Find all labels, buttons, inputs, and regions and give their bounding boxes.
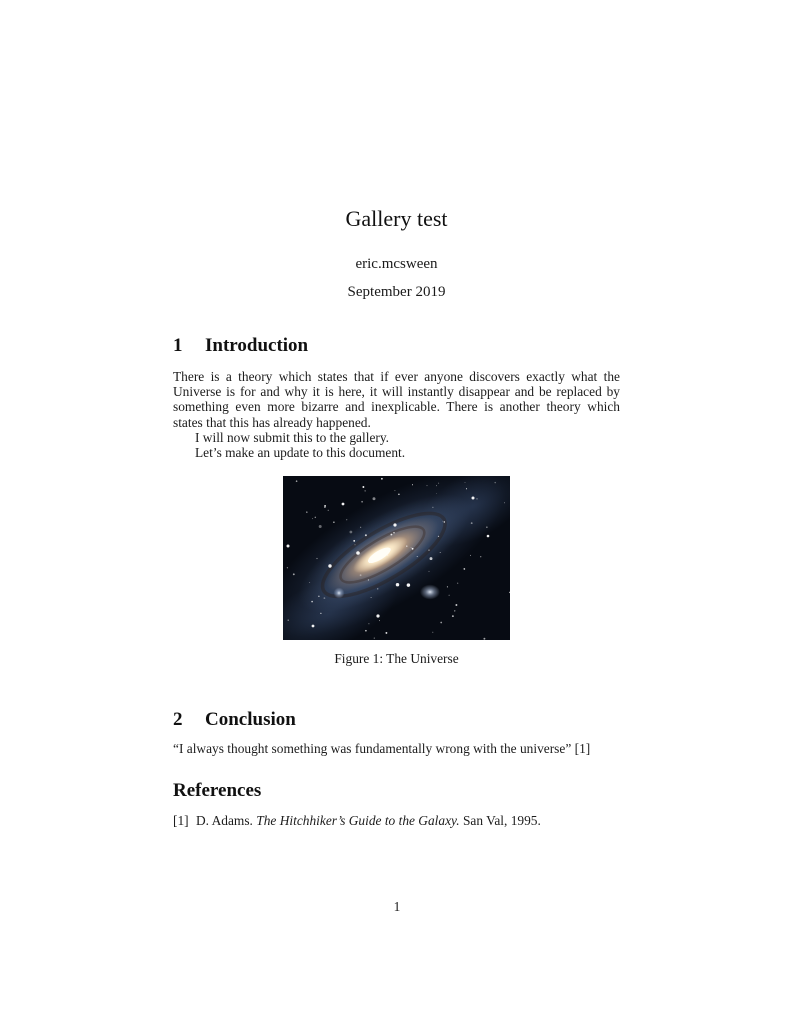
intro-line-2: I will now submit this to the gallery. (195, 429, 390, 445)
reference-label: [1] (173, 813, 189, 828)
intro-line-3: Let’s make an update to this document. (195, 445, 406, 461)
conclusion-quote: “I always thought something was fundamentally wrong with the universe” [1] (173, 741, 591, 756)
section-number: 2 (173, 709, 183, 730)
section-title: Introduction (205, 335, 309, 356)
section-heading-conclusion (173, 708, 620, 731)
galaxy-figure-svg (283, 476, 510, 640)
document-date: September 2019 (347, 284, 446, 300)
document-author: eric.mcsween (355, 256, 438, 272)
companion-galaxy-m110 (420, 585, 440, 600)
references-heading: References (173, 780, 262, 801)
section-heading-introduction (173, 334, 620, 357)
reference-title: The Hitchhiker’s Guide to the Galaxy. (256, 813, 460, 828)
companion-galaxy-m32 (334, 588, 345, 599)
section-number: 1 (173, 335, 183, 356)
page-number: 1 (393, 899, 401, 914)
reference-text (196, 813, 620, 828)
intro-paragraph: There is a theory which states that if ever anyone discovers exactly what the Universe is for and why it is here, it will instantly disappear and be replaced by something even more bizarre and inexplicable. There is another theory which states that this has already happened. (173, 369, 620, 430)
reference-entry (173, 813, 620, 828)
section-title: Conclusion (205, 709, 296, 730)
reference-author: D. Adams. (196, 813, 253, 828)
reference-publisher: San Val, 1995. (462, 813, 541, 828)
document-title: Gallery test (345, 206, 448, 231)
figure-caption: Figure 1: The Universe (334, 651, 459, 666)
galaxy-image (283, 476, 510, 640)
introduction-paragraphs (173, 369, 620, 460)
